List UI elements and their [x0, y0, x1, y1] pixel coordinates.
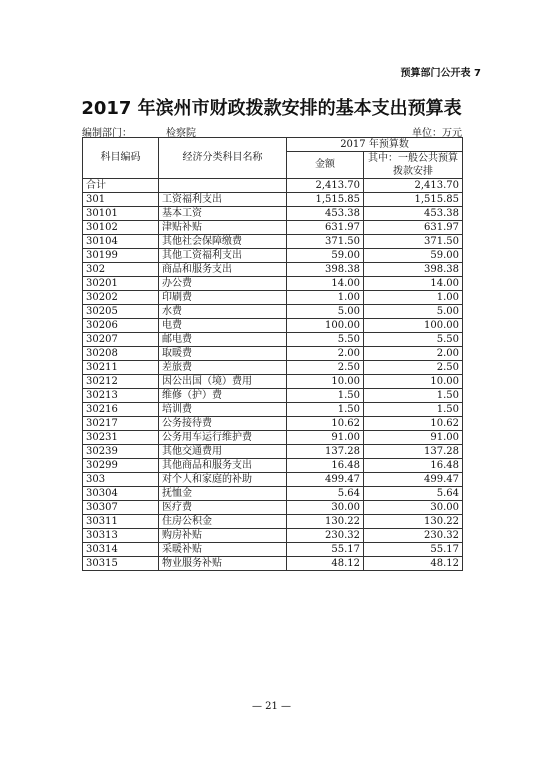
row-name: 水费 [159, 305, 287, 319]
table-row [83, 543, 463, 557]
header-general: 其中：一般公共预算拨款安排 [364, 152, 463, 179]
row-name: 因公出国（境）费用 [159, 375, 287, 389]
row-amount: 14.00 [287, 277, 364, 291]
row-general: 55.17 [364, 543, 463, 557]
table-row [83, 431, 463, 445]
row-code: 30102 [83, 221, 159, 235]
row-name: 维修（护）费 [159, 389, 287, 403]
row-general: 48.12 [364, 557, 463, 571]
table-row [83, 403, 463, 417]
row-general: 1,515.85 [364, 193, 463, 207]
row-general: 5.50 [364, 333, 463, 347]
table-row [83, 473, 463, 487]
row-name: 基本工资 [159, 207, 287, 221]
row-amount: 1.50 [287, 403, 364, 417]
row-general: 5.00 [364, 305, 463, 319]
table-row [83, 417, 463, 431]
row-amount: 30.00 [287, 501, 364, 515]
row-code: 303 [83, 473, 159, 487]
table-row [83, 277, 463, 291]
page-title: 2017 年滨州市财政拨款安排的基本支出预算表 [81, 98, 462, 119]
row-name: 其他交通费用 [159, 445, 287, 459]
row-amount: 91.00 [287, 431, 364, 445]
row-amount: 5.00 [287, 305, 364, 319]
row-code: 30211 [83, 361, 159, 375]
row-amount: 398.38 [287, 263, 364, 277]
table-row [83, 487, 463, 501]
row-name: 取暖费 [159, 347, 287, 361]
row-code: 30239 [83, 445, 159, 459]
table-row [83, 445, 463, 459]
row-amount: 499.47 [287, 473, 364, 487]
table-row [83, 347, 463, 361]
header-code: 科目编码 [83, 138, 159, 179]
table-row [83, 193, 463, 207]
row-name: 印刷费 [159, 291, 287, 305]
row-name: 培训费 [159, 403, 287, 417]
row-code: 30313 [83, 529, 159, 543]
row-code: 30307 [83, 501, 159, 515]
row-code: 30104 [83, 235, 159, 249]
row-code: 30299 [83, 459, 159, 473]
row-general: 631.97 [364, 221, 463, 235]
row-general: 14.00 [364, 277, 463, 291]
row-amount: 5.50 [287, 333, 364, 347]
row-general: 91.00 [364, 431, 463, 445]
row-general: 5.64 [364, 487, 463, 501]
row-name: 对个人和家庭的补助 [159, 473, 287, 487]
row-code: 30217 [83, 417, 159, 431]
row-code: 合计 [83, 179, 159, 193]
row-code: 30208 [83, 347, 159, 361]
header-amount: 金额 [287, 152, 364, 179]
row-amount: 230.32 [287, 529, 364, 543]
row-general: 2.50 [364, 361, 463, 375]
row-name: 其他社会保障缴费 [159, 235, 287, 249]
table-row [83, 333, 463, 347]
row-name: 公务接待费 [159, 417, 287, 431]
page-number: — 21 — [251, 701, 292, 712]
row-general: 453.38 [364, 207, 463, 221]
row-amount: 453.38 [287, 207, 364, 221]
table-row [83, 221, 463, 235]
table-row [83, 361, 463, 375]
table-row [83, 557, 463, 571]
table-row [83, 179, 463, 193]
row-name: 住房公积金 [159, 515, 287, 529]
row-general: 100.00 [364, 319, 463, 333]
row-amount: 137.28 [287, 445, 364, 459]
row-amount: 5.64 [287, 487, 364, 501]
row-amount: 130.22 [287, 515, 364, 529]
row-general: 371.50 [364, 235, 463, 249]
row-name: 邮电费 [159, 333, 287, 347]
header-group: 2017 年预算数 [287, 138, 463, 152]
row-general: 16.48 [364, 459, 463, 473]
table-row [83, 389, 463, 403]
row-name: 物业服务补贴 [159, 557, 287, 571]
page-tag: 预算部门公开表 7 [400, 68, 481, 79]
row-name: 工资福利支出 [159, 193, 287, 207]
row-code: 30311 [83, 515, 159, 529]
row-general: 130.22 [364, 515, 463, 529]
row-amount: 55.17 [287, 543, 364, 557]
row-amount: 1.00 [287, 291, 364, 305]
table-row [83, 263, 463, 277]
row-code: 30101 [83, 207, 159, 221]
row-general: 10.62 [364, 417, 463, 431]
org-label: 编制部门： [82, 128, 132, 139]
table-row [83, 235, 463, 249]
row-general: 59.00 [364, 249, 463, 263]
row-amount: 1.50 [287, 389, 364, 403]
row-general: 10.00 [364, 375, 463, 389]
row-amount: 59.00 [287, 249, 364, 263]
row-name: 商品和服务支出 [159, 263, 287, 277]
row-general: 398.38 [364, 263, 463, 277]
row-code: 30304 [83, 487, 159, 501]
row-code: 30315 [83, 557, 159, 571]
org-value: 检察院 [166, 128, 196, 139]
header-name: 经济分类科目名称 [159, 138, 287, 179]
row-code: 30216 [83, 403, 159, 417]
row-amount: 2,413.70 [287, 179, 364, 193]
row-code: 30201 [83, 277, 159, 291]
row-name: 其他商品和服务支出 [159, 459, 287, 473]
row-name: 津贴补贴 [159, 221, 287, 235]
row-code: 30212 [83, 375, 159, 389]
row-general: 230.32 [364, 529, 463, 543]
row-code: 30205 [83, 305, 159, 319]
row-name: 医疗费 [159, 501, 287, 515]
row-code: 30207 [83, 333, 159, 347]
table-row [83, 305, 463, 319]
row-amount: 48.12 [287, 557, 364, 571]
row-code: 30213 [83, 389, 159, 403]
row-name: 公务用车运行维护费 [159, 431, 287, 445]
table-body [83, 179, 463, 571]
row-amount: 2.50 [287, 361, 364, 375]
row-amount: 100.00 [287, 319, 364, 333]
row-amount: 10.62 [287, 417, 364, 431]
row-name: 抚恤金 [159, 487, 287, 501]
row-code: 30199 [83, 249, 159, 263]
row-amount: 631.97 [287, 221, 364, 235]
row-general: 2,413.70 [364, 179, 463, 193]
row-name: 其他工资福利支出 [159, 249, 287, 263]
row-name: 购房补贴 [159, 529, 287, 543]
row-general: 1.50 [364, 403, 463, 417]
table-row [83, 249, 463, 263]
row-code: 30231 [83, 431, 159, 445]
row-amount: 2.00 [287, 347, 364, 361]
row-name [159, 179, 287, 193]
table-row [83, 515, 463, 529]
row-code: 302 [83, 263, 159, 277]
table-row [83, 501, 463, 515]
row-general: 30.00 [364, 501, 463, 515]
table-row [83, 319, 463, 333]
row-general: 499.47 [364, 473, 463, 487]
row-name: 办公费 [159, 277, 287, 291]
row-code: 301 [83, 193, 159, 207]
table-row [83, 459, 463, 473]
row-name: 采暖补贴 [159, 543, 287, 557]
row-general: 1.50 [364, 389, 463, 403]
budget-table [82, 137, 463, 571]
row-code: 30206 [83, 319, 159, 333]
unit-label: 单位：万元 [412, 128, 462, 139]
table-row [83, 291, 463, 305]
table-row [83, 529, 463, 543]
row-name: 电费 [159, 319, 287, 333]
row-code: 30202 [83, 291, 159, 305]
table-row [83, 207, 463, 221]
row-amount: 10.00 [287, 375, 364, 389]
row-general: 1.00 [364, 291, 463, 305]
row-amount: 1,515.85 [287, 193, 364, 207]
row-amount: 371.50 [287, 235, 364, 249]
row-amount: 16.48 [287, 459, 364, 473]
row-name: 差旅费 [159, 361, 287, 375]
row-code: 30314 [83, 543, 159, 557]
row-general: 137.28 [364, 445, 463, 459]
row-general: 2.00 [364, 347, 463, 361]
table-row [83, 375, 463, 389]
